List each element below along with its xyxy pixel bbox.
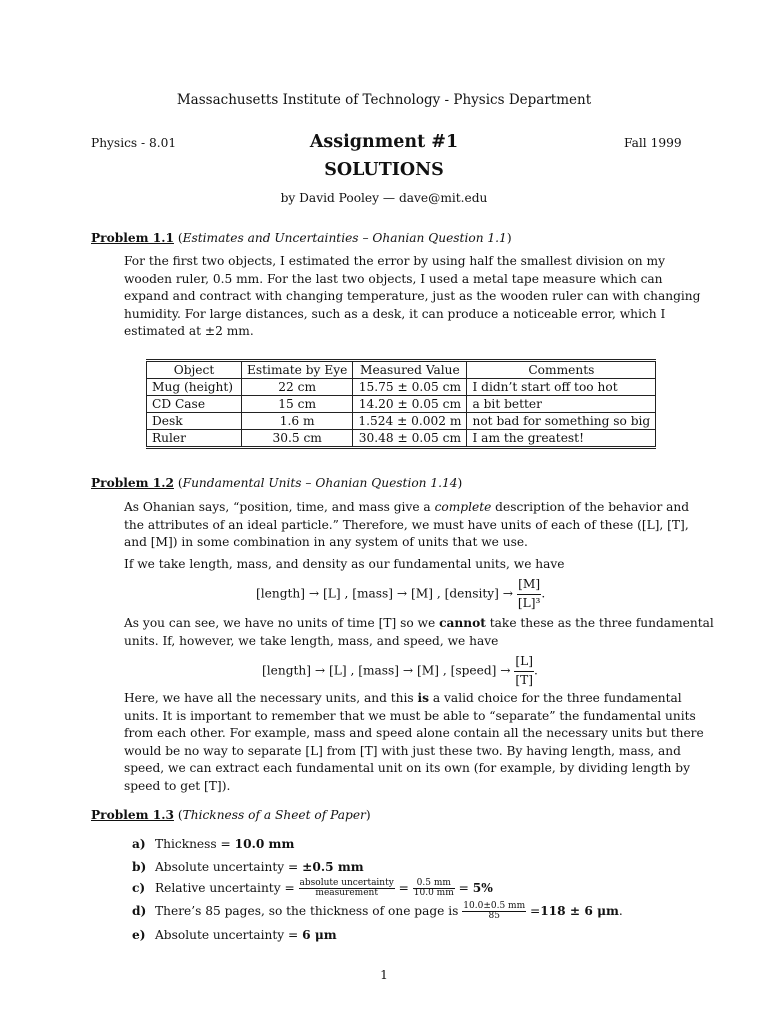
- speed-fraction: [514, 653, 534, 689]
- text-line: units. It is important to remember that we must be able to “separate” the fundamental units: [124, 708, 696, 723]
- problem-1-2-title: Problem 1.2: [91, 476, 174, 490]
- table-cell: 1.6 m: [242, 413, 353, 430]
- problem-1-1-heading: Problem 1.1 (Estimates and Uncertainties – Ohanian Question 1.1): [91, 231, 512, 245]
- column-header: Comments: [467, 361, 656, 379]
- list-label: c): [132, 881, 146, 895]
- solutions-title: SOLUTIONS: [324, 160, 444, 180]
- fraction-numerator: absolute uncertainty: [299, 878, 394, 888]
- text-line: [124, 499, 690, 517]
- equation-density: [256, 576, 545, 612]
- text-line: [124, 615, 714, 633]
- fraction-denominator: measurement: [315, 888, 378, 898]
- text-line: expand and contract with changing temperature, just as the wooden ruler can with changing: [124, 289, 701, 304]
- text-span: a valid choice for the three fundamental: [429, 691, 682, 705]
- column-header: Estimate by Eye: [242, 361, 353, 379]
- problem-1-3-title: Problem 1.3: [91, 808, 174, 822]
- problem-1-2-para-4: [124, 690, 704, 796]
- problem-1-2-para-3: [124, 615, 714, 650]
- text-span: As Ohanian says, “position, time, and mass give a: [124, 500, 435, 514]
- equation-speed: [262, 653, 538, 689]
- table-cell: 15.75 ± 0.05 cm: [353, 379, 467, 396]
- list-label: b): [132, 860, 147, 874]
- text-line: For the first two objects, I estimated the error by using half the smallest division on my: [124, 254, 665, 268]
- text-line: estimated at ±2 mm.: [124, 324, 254, 339]
- problem-1-2-heading: Problem 1.2 (Fundamental Units – Ohanian Question 1.14): [91, 476, 463, 490]
- text-line: If we take length, mass, and density as our fundamental units, we have: [124, 557, 565, 571]
- text-span: Here, we have all the necessary units, and this: [124, 691, 418, 705]
- text-span: take these as the three fundamental: [485, 616, 714, 630]
- problem-1-1-subtitle: Estimates and Uncertainties – Ohanian Question 1.1: [182, 231, 507, 245]
- list-label: a): [132, 837, 146, 851]
- table-cell: 15 cm: [242, 396, 353, 413]
- emphasis: complete: [434, 500, 492, 514]
- equation-text: [length] → [L] , [mass] → [M] , [density] →: [256, 586, 517, 601]
- list-item-e: [132, 927, 337, 945]
- problem-1-2-subtitle: Fundamental Units – Ohanian Question 1.14: [182, 476, 458, 490]
- fraction-numerator: 10.0±0.5 mm: [463, 901, 526, 911]
- term-label: Fall 1999: [624, 136, 682, 150]
- course-label: Physics - 8.01: [91, 136, 177, 150]
- column-header: Object: [147, 361, 242, 379]
- text-line: speed to get [T]).: [124, 778, 231, 793]
- estimates-table: [146, 359, 656, 449]
- institution-header: Massachusetts Institute of Technology - Physics Department: [176, 92, 592, 108]
- table-cell: Mug (height): [147, 379, 242, 396]
- table-cell: CD Case: [147, 396, 242, 413]
- text-line: [124, 690, 682, 708]
- text-line: and [M]) in some combination in any system of units that we use.: [124, 535, 528, 550]
- bold-text: cannot: [439, 616, 486, 630]
- fraction-numerator: [M]: [517, 576, 542, 595]
- table-cell: not bad for something so big: [467, 413, 656, 430]
- list-text: Absolute uncertainty =: [155, 928, 303, 942]
- problem-1-3-subtitle: Thickness of a Sheet of Paper: [182, 808, 366, 822]
- text-line: units. If, however, we take length, mass, and speed, we have: [124, 633, 499, 648]
- assignment-title: Assignment #1: [309, 132, 459, 152]
- table-cell: Ruler: [147, 430, 242, 448]
- fraction-denominator: [T]: [515, 672, 534, 687]
- fraction-denominator: 85: [488, 911, 500, 921]
- table-row: [147, 430, 656, 448]
- list-item-b: [132, 859, 364, 877]
- fraction-numerator: [L]: [514, 653, 534, 672]
- answer-value: 6 μm: [302, 928, 337, 942]
- problem-1-2-para-1: [124, 499, 690, 552]
- list-item-d: d) There’s 85 pages, so the thickness of one page is $\frac{10.0\pm 0.5 mm}{85}$ =118 ± 6 μm.: [132, 901, 623, 921]
- equation-end: .: [534, 663, 538, 678]
- table-row: [147, 396, 656, 413]
- problem-1-3-heading: Problem 1.3 (Thickness of a Sheet of Paper): [91, 808, 371, 822]
- list-label: d): [132, 904, 147, 918]
- answer-value: 10.0 mm: [234, 837, 295, 851]
- problem-1-1-title: Problem 1.1: [91, 231, 174, 245]
- list-text: Relative uncertainty =: [155, 881, 299, 895]
- table-row: [147, 413, 656, 430]
- text-line: speed, we can extract each fundamental unit on its own (for example, by dividing length by: [124, 761, 690, 776]
- table-cell: Desk: [147, 413, 242, 430]
- page-thickness-fraction: [462, 902, 526, 921]
- table-cell: 30.5 cm: [242, 430, 353, 448]
- text-line: wooden ruler, 0.5 mm. For the last two objects, I used a metal tape measure which can: [124, 271, 663, 286]
- text-line: from each other. For example, mass and speed alone contain all the necessary units but there: [124, 726, 704, 741]
- text-line: humidity. For large distances, such as a desk, it can produce a noticeable error, which I: [124, 306, 666, 321]
- problem-1-1-text: [124, 253, 701, 341]
- relative-uncertainty-fraction: [299, 879, 395, 898]
- list-text: There’s 85 pages, so the thickness of one page is: [155, 904, 463, 918]
- table-row: [147, 379, 656, 396]
- text-span: As you can see, we have no units of time [T] so we: [124, 616, 440, 630]
- table-cell: a bit better: [467, 396, 656, 413]
- problem-1-2-para-2: [124, 556, 679, 574]
- list-text: Absolute uncertainty =: [155, 860, 303, 874]
- table-cell: 14.20 ± 0.05 cm: [353, 396, 467, 413]
- density-fraction: [517, 576, 542, 612]
- byline: by David Pooley — dave@mit.edu: [280, 191, 488, 205]
- answer-value: ±0.5 mm: [302, 860, 364, 874]
- equation-end: .: [541, 586, 546, 601]
- value-fraction: [413, 879, 455, 898]
- answer-value: 5%: [472, 881, 493, 895]
- page-number: 1: [380, 968, 388, 982]
- fraction-numerator: 0.5 mm: [413, 879, 455, 889]
- table-cell: 30.48 ± 0.05 cm: [353, 430, 467, 448]
- table-cell: 22 cm: [242, 379, 353, 396]
- table-cell: I didn’t start off too hot: [467, 379, 656, 396]
- table-cell: I am the greatest!: [467, 430, 656, 448]
- text-line: would be no way to separate [L] from [T] with just these two. By having length, mass, and: [124, 743, 681, 758]
- column-header: Measured Value: [353, 361, 467, 379]
- text-line: the attributes of an ideal particle.” Therefore, we must have units of each of these ([L], [T],: [124, 517, 689, 532]
- text-span: description of the behavior and: [491, 500, 690, 514]
- answer-value: 118 ± 6 μm: [540, 904, 619, 918]
- bold-text: is: [417, 691, 430, 705]
- list-text: Thickness =: [155, 837, 235, 851]
- list-label: e): [132, 928, 146, 942]
- equation-text: [length] → [L] , [mass] → [M] , [speed] →: [262, 663, 515, 678]
- table-header-row: [147, 361, 656, 379]
- table-cell: 1.524 ± 0.002 m: [353, 413, 467, 430]
- fraction-denominator: 10.0 mm: [413, 888, 454, 898]
- list-item-c: c) Relative uncertainty = $\frac{\text{absolute uncertainty}}{\text{measurement}}$ = $\frac{0.5 mm}{10.0 mm}$ = 5%: [132, 878, 493, 898]
- list-item-a: [132, 836, 294, 854]
- fraction-denominator: [L]³: [517, 595, 541, 610]
